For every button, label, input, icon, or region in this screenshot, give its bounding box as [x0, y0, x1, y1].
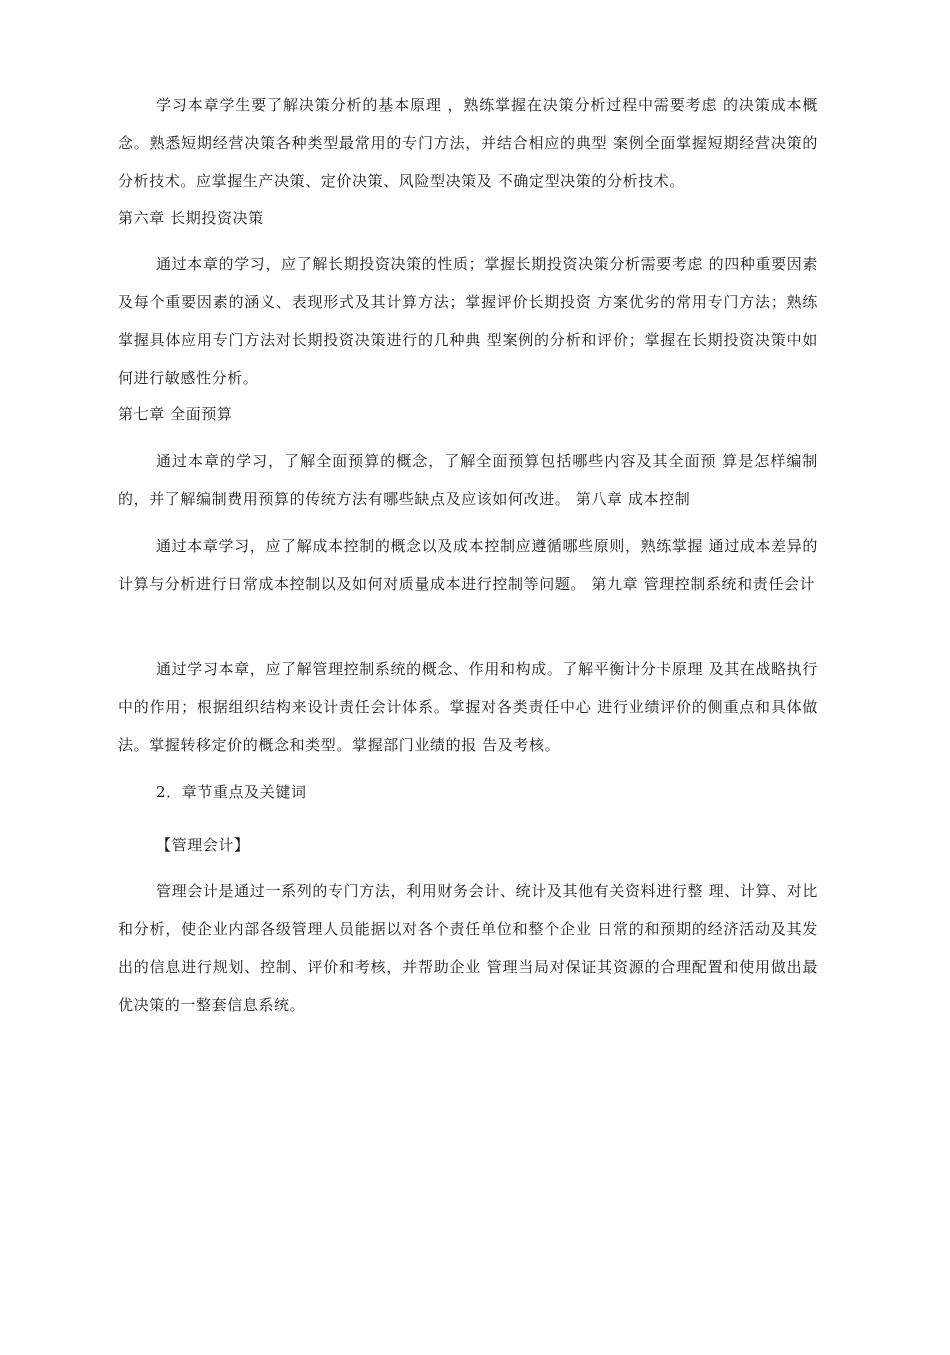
chapter5-objectives-paragraph: 学习本章学生要了解决策分析的基本原理 ，熟练掌握在决策分析过程中需要考虑 的决策成本概念。熟悉短期经营决策各种类型最常用的专门方法，并结合相应的典型 案例全面掌握短期经营决策的分析技术。应掌握生产决策、定价决策、风险型决策及 不确定型决策的分析技术。 [118, 96, 818, 190]
management-accounting-definition: 管理会计是通过一系列的专门方法，利用财务会计、统计及其他有关资料进行整 理、计算、对比和分析，使企业内部各级管理人员能据以对各个责任单位和整个企业 日常的和预期的经济活动及其发出的信息进行规划、控制、评价和考核，并帮助企业 管理当局对保证其资源的合理配置和使用做出最优决策的一整套信息系统。 [118, 882, 818, 1014]
section-2-heading: 2．章节重点及关键词 [156, 783, 307, 801]
chapter7-heading: 第七章 全面预算 [118, 405, 233, 423]
term-heading: 【管理会计】 [156, 836, 250, 854]
chapter6-heading: 第六章 长期投资决策 [118, 209, 264, 227]
chapter7-objectives-paragraph: 通过本章的学习，了解全面预算的概念，了解全面预算包括哪些内容及其全面预 算是怎样编制的，并了解编制费用预算的传统方法有哪些缺点及应该如何改进。 第八章 成本控制 [118, 452, 818, 508]
chapter8-objectives-paragraph: 通过本章学习，应了解成本控制的概念以及成本控制应遵循哪些原则，熟练掌握 通过成本差异的计算与分析进行日常成本控制以及如何对质量成本进行控制等问题。 第九章 管理控制系统和责任会计 [118, 537, 818, 593]
chapter6-objectives-paragraph: 通过本章的学习，应了解长期投资决策的性质；掌握长期投资决策分析需要考虑 的四种重要因素及每个重要因素的涵义、表现形式及其计算方法；掌握评价长期投资 方案优劣的常用专门方法；熟练掌握具体应用专门方法对长期投资决策进行的几种典 型案例的分析和评价；掌握在长期投资决策中如何进行敏感性分析。 [118, 255, 818, 387]
chapter9-objectives-paragraph: 通过学习本章，应了解管理控制系统的概念、作用和构成。了解平衡计分卡原理 及其在战略执行中的作用；根据组织结构来设计责任会计体系。掌握对各类责任中心 进行业绩评价的侧重点和具体做法。掌握转移定价的概念和类型。掌握部门业绩的报 告及考核。 [118, 660, 818, 754]
